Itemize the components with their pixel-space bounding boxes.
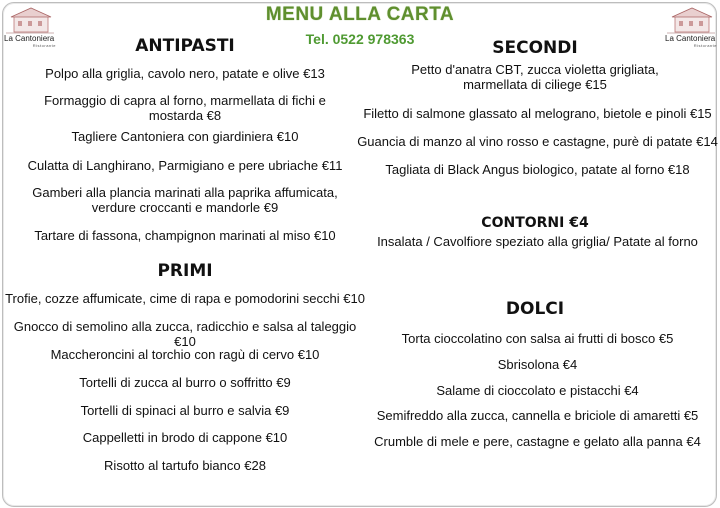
menu-item-primi: Tortelli di spinaci al burro e salvia €9 [80, 403, 290, 418]
menu-item-secondi: Petto d'anatra CBT, zucca violetta grigliata, marmellata di ciliege €15 [411, 62, 659, 92]
menu-item-primi: Tortelli di zucca al burro o soffritto €9 [79, 375, 291, 390]
menu-item-antipasti: Tartare di fassona, champignon marinati al miso €10 [34, 228, 336, 243]
menu-item-primi: Maccheroncini al torchio con ragù di cervo €10 [50, 347, 320, 362]
menu-item-antipasti: Polpo alla griglia, cavolo nero, patate e olive €13 [45, 66, 325, 81]
phone-number: Tel. 0522 978363 [305, 31, 415, 47]
menu-item-dolci: Semifreddo alla zucca, cannella e briciole di amaretti €5 [376, 408, 699, 423]
logo-name: La Cantoniera [665, 34, 716, 43]
menu-item-primi: Cappelletti in brodo di cappone €10 [82, 430, 288, 445]
menu-item-contorni: Insalata / Cavolfiore speziato alla griglia/ Patate al forno [377, 234, 698, 249]
section-title-antipasti: ANTIPASTI [135, 36, 235, 56]
logo-subtitle: Ristorante [693, 43, 717, 48]
menu-item-secondi: Guancia di manzo al vino rosso e castagne, purè di patate €14 [357, 134, 718, 149]
menu-item-antipasti: Tagliere Cantoniera con giardiniera €10 [71, 129, 299, 144]
menu-item-antipasti: Formaggio di capra al forno, marmellata di fichi e mostarda €8 [44, 93, 326, 123]
menu-item-antipasti: Culatta di Langhirano, Parmigiano e pere ubriache €11 [27, 158, 343, 173]
menu-item-secondi: Filetto di salmone glassato al melograno, bietole e pinoli €15 [363, 106, 712, 121]
menu-item-dolci: Salame di cioccolato e pistacchi €4 [436, 383, 639, 398]
menu-item-primi: Risotto al tartufo bianco €28 [104, 458, 266, 473]
logo-name: La Cantoniera [4, 34, 55, 43]
section-title-primi: PRIMI [157, 261, 213, 281]
menu-item-antipasti: Gamberi alla plancia marinati alla paprika affumicata, verdure croccanti e mandorle €9 [32, 185, 338, 215]
menu-item-dolci: Sbrisolona €4 [497, 357, 578, 372]
menu-item-dolci: Torta cioccolatino con salsa ai frutti di bosco €5 [401, 331, 674, 346]
logo-subtitle: Ristorante [32, 43, 56, 48]
section-title-contorni: CONTORNI €4 [481, 215, 589, 231]
menu-item-dolci: Crumble di mele e pere, castagne e gelato alla panna €4 [374, 434, 701, 449]
menu-title: MENU ALLA CARTA [265, 4, 455, 25]
section-title-dolci: DOLCI [505, 299, 565, 319]
menu-item-primi: Gnocco di semolino alla zucca, radicchio e salsa al taleggio €10 [13, 319, 357, 349]
menu-item-secondi: Tagliata di Black Angus biologico, patate al forno €18 [385, 162, 690, 177]
menu-item-primi: Trofie, cozze affumicate, cime di rapa e pomodorini secchi €10 [5, 291, 365, 306]
section-title-secondi: SECONDI [492, 38, 578, 58]
